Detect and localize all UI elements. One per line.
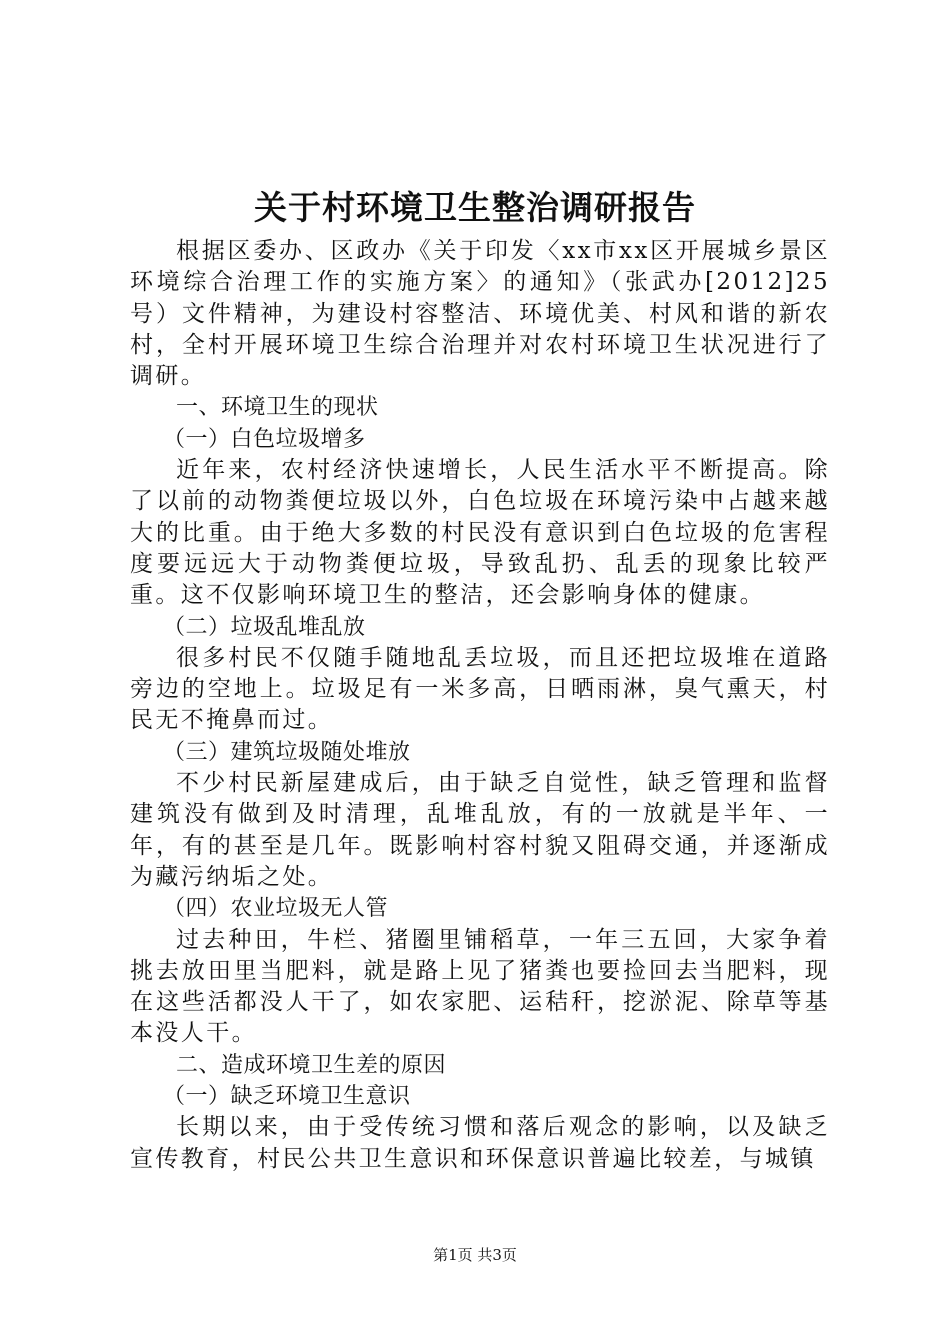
section-heading-1: 一、环境卫生的现状	[176, 395, 379, 421]
paragraph-garbage-piles: 很多村民不仅随手随地乱丢垃圾，而且还把垃圾堆在道路旁边的空地上。垃圾足有一米多高，日晒雨淋，臭气熏天，村民无不掩鼻而过。	[130, 644, 830, 734]
subsection-heading-1-1: （一）白色垃圾增多	[163, 426, 366, 452]
page-number-footer: 第1页 共3页	[433, 1246, 517, 1264]
paragraph-awareness: 长期以来，由于受传统习惯和落后观念的影响，以及缺乏宣传教育，村民公共卫生意识和环保意识普遍比较差，与城镇	[130, 1114, 830, 1172]
subsection-heading-1-3: （三）建筑垃圾随处堆放	[163, 739, 411, 765]
section-heading-2: 二、造成环境卫生差的原因	[176, 1052, 447, 1078]
document-title: 关于村环境卫生整治调研报告	[254, 188, 696, 227]
subsection-heading-1-2: （二）垃圾乱堆乱放	[163, 614, 366, 640]
subsection-heading-2-1: （一）缺乏环境卫生意识	[163, 1084, 411, 1110]
paragraph-intro: 根据区委办、区政办《关于印发〈xx市xx区开展城乡景区环境综合治理工作的实施方案〉的通知》（张武办[2012]25号）文件精神，为建设村容整洁、环境优美、村风和谐的新农村，全村开展环境卫生综合治理并对农村环境卫生状况进行了调研。	[130, 238, 830, 390]
paragraph-white-garbage: 近年来，农村经济快速增长，人民生活水平不断提高。除了以前的动物粪便垃圾以外，白色垃圾在环境污染中占越来越大的比重。由于绝大多数的村民没有意识到白色垃圾的危害程度要远远大于动物粪便垃圾，导致乱扔、乱丢的现象比较严重。这不仅影响环境卫生的整洁，还会影响身体的健康。	[130, 457, 830, 609]
document-body	[130, 236, 830, 1175]
paragraph-construction-waste: 不少村民新屋建成后，由于缺乏自觉性，缺乏管理和监督建筑没有做到及时清理，乱堆乱放，有的一放就是半年、一年，有的甚至是几年。既影响村容村貌又阻碍交通，并逐渐成为藏污纳垢之处。	[130, 770, 830, 890]
subsection-heading-1-4: （四）农业垃圾无人管	[163, 896, 389, 922]
paragraph-agricultural-waste: 过去种田，牛栏、猪圈里铺稻草，一年三五回，大家争着挑去放田里当肥料，就是路上见了猪粪也要捡回去当肥料，现在这些活都没人干了，如农家肥、运秸秆，挖淤泥、除草等基本没人干。	[130, 926, 830, 1047]
